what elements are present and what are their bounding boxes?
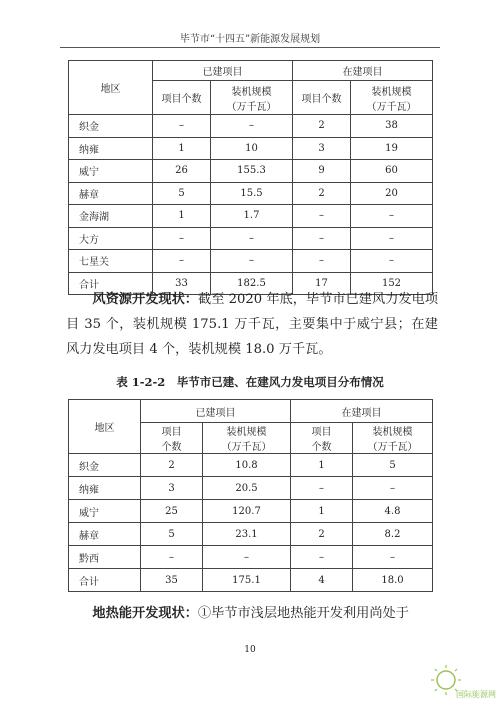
cell-built-capacity: 175.1	[203, 569, 291, 592]
cell-building-capacity: 20	[351, 182, 433, 205]
cell-built-count: –	[153, 227, 211, 250]
cell-building-capacity: –	[351, 227, 433, 250]
cell-region: 威宁	[69, 500, 141, 523]
cell-region: 织金	[69, 454, 141, 477]
cell-building-count: –	[291, 477, 353, 500]
cell-building-count: 9	[293, 160, 351, 183]
cell-region: 纳雍	[69, 477, 141, 500]
watermark-text: 国际能源网	[456, 690, 496, 699]
cell-built-count: 3	[141, 477, 203, 500]
cell-region: 大方	[69, 227, 153, 250]
cell-building-capacity: –	[353, 477, 433, 500]
table-row	[69, 250, 433, 273]
cell-building-capacity: 60	[351, 160, 433, 183]
table-row	[69, 137, 433, 160]
table-row	[69, 500, 433, 523]
geothermal-text: ①毕节市浅层地热能开发利用尚处于	[197, 606, 409, 621]
cell-building-capacity: 8.2	[353, 523, 433, 546]
column-header-built-count: 项目个数	[153, 81, 211, 115]
cell-built-count: 5	[153, 182, 211, 205]
cell-region: 金海湖	[69, 205, 153, 228]
cell-region: 赫章	[69, 182, 153, 205]
column-header-region: 地区	[69, 400, 141, 454]
wind-resource-label: 风资源开发现状：	[92, 292, 199, 307]
cell-building-count: –	[293, 227, 351, 250]
cell-built-count: 5	[141, 523, 203, 546]
cell-building-count: 1	[291, 500, 353, 523]
column-header-building-count: 项目个数	[293, 81, 351, 115]
cell-region: 七星关	[69, 250, 153, 273]
column-header-region: 地区	[69, 61, 153, 115]
cell-built-count: 26	[153, 160, 211, 183]
cell-building-count: –	[293, 250, 351, 273]
cell-built-count: –	[153, 115, 211, 138]
cell-built-capacity: 20.5	[203, 477, 291, 500]
column-header-building-count: 项目 个数	[291, 423, 353, 454]
wind-resource-paragraph	[66, 287, 438, 362]
cell-building-capacity: 19	[351, 137, 433, 160]
cell-region: 纳雍	[69, 137, 153, 160]
cell-built-capacity: 155.3	[211, 160, 293, 183]
cell-building-capacity: 152	[351, 272, 433, 295]
cell-built-count: –	[141, 546, 203, 569]
cell-built-capacity: 15.5	[211, 182, 293, 205]
cell-building-capacity: 5	[353, 454, 433, 477]
column-header-building-capacity: 装机规模 （万千瓦）	[351, 81, 433, 115]
cell-region: 合计	[69, 569, 141, 592]
cell-built-capacity: 182.5	[211, 272, 293, 295]
cell-built-capacity: –	[211, 115, 293, 138]
header-divider	[60, 47, 440, 48]
table-row	[69, 454, 433, 477]
cell-built-capacity: 10	[211, 137, 293, 160]
page-number: 10	[244, 645, 256, 655]
cell-region: 织金	[69, 115, 153, 138]
column-header-built: 已建项目	[141, 400, 291, 423]
page-header-title: 毕节市“十四五”新能源发展规划	[179, 34, 321, 45]
cell-building-capacity: –	[353, 546, 433, 569]
table-row	[69, 160, 433, 183]
table-row	[69, 523, 433, 546]
cell-built-capacity: 120.7	[203, 500, 291, 523]
cell-built-count: 25	[141, 500, 203, 523]
table-row	[69, 477, 433, 500]
table-row-total	[69, 569, 433, 592]
cell-built-capacity: 23.1	[203, 523, 291, 546]
cell-built-count: 1	[153, 137, 211, 160]
column-header-under-construction: 在建项目	[293, 61, 433, 81]
wind-resource-text: 截至 2020 年底，毕节市已建风力发电项目 35 个，装机规模 175.1 万千瓦，主要集中于威宁县；在建风力发电项目 4 个，装机规模 18.0 万千瓦。	[66, 292, 439, 357]
cell-region: 赫章	[69, 523, 141, 546]
cell-built-count: 2	[141, 454, 203, 477]
cell-building-count: 17	[293, 272, 351, 295]
cell-building-count: 4	[291, 569, 353, 592]
cell-building-capacity: 38	[351, 115, 433, 138]
geothermal-paragraph	[66, 601, 438, 626]
column-header-built: 已建项目	[153, 61, 293, 81]
cell-built-count: 1	[153, 205, 211, 228]
cell-built-capacity: –	[211, 250, 293, 273]
cell-built-count: –	[153, 250, 211, 273]
cell-building-capacity: 18.0	[353, 569, 433, 592]
column-header-built-count: 项目 个数	[141, 423, 203, 454]
column-header-building-capacity: 装机规模 （万千瓦）	[353, 423, 433, 454]
cell-building-count: 1	[291, 454, 353, 477]
cell-built-capacity: 10.8	[203, 454, 291, 477]
cell-built-capacity: –	[203, 546, 291, 569]
cell-building-capacity: –	[351, 205, 433, 228]
cell-region: 黔西	[69, 546, 141, 569]
cell-region: 威宁	[69, 160, 153, 183]
table-row	[69, 182, 433, 205]
cell-building-count: 3	[293, 137, 351, 160]
cell-built-count: 35	[141, 569, 203, 592]
cell-building-count: 2	[293, 182, 351, 205]
table-project-distribution-1	[68, 60, 433, 295]
cell-built-count: 33	[153, 272, 211, 295]
cell-region: 合计	[69, 272, 153, 295]
cell-building-count: 2	[291, 523, 353, 546]
table-row	[69, 115, 433, 138]
cell-building-capacity: –	[351, 250, 433, 273]
table-row	[69, 546, 433, 569]
geothermal-label: 地热能开发现状：	[92, 606, 198, 621]
column-header-under-construction: 在建项目	[291, 400, 433, 423]
table-caption: 表 1-2-2 毕节市已建、在建风力发电项目分布情况	[116, 375, 384, 389]
cell-building-count: 2	[293, 115, 351, 138]
column-header-built-capacity: 装机规模 （万千瓦）	[203, 423, 291, 454]
cell-building-count: –	[291, 546, 353, 569]
cell-building-capacity: 4.8	[353, 500, 433, 523]
column-header-built-capacity: 装机规模 （万千瓦）	[211, 81, 293, 115]
cell-built-capacity: –	[211, 227, 293, 250]
table-wind-projects	[68, 399, 433, 592]
table-row	[69, 205, 433, 228]
table-row	[69, 227, 433, 250]
cell-building-count: –	[293, 205, 351, 228]
cell-built-capacity: 1.7	[211, 205, 293, 228]
